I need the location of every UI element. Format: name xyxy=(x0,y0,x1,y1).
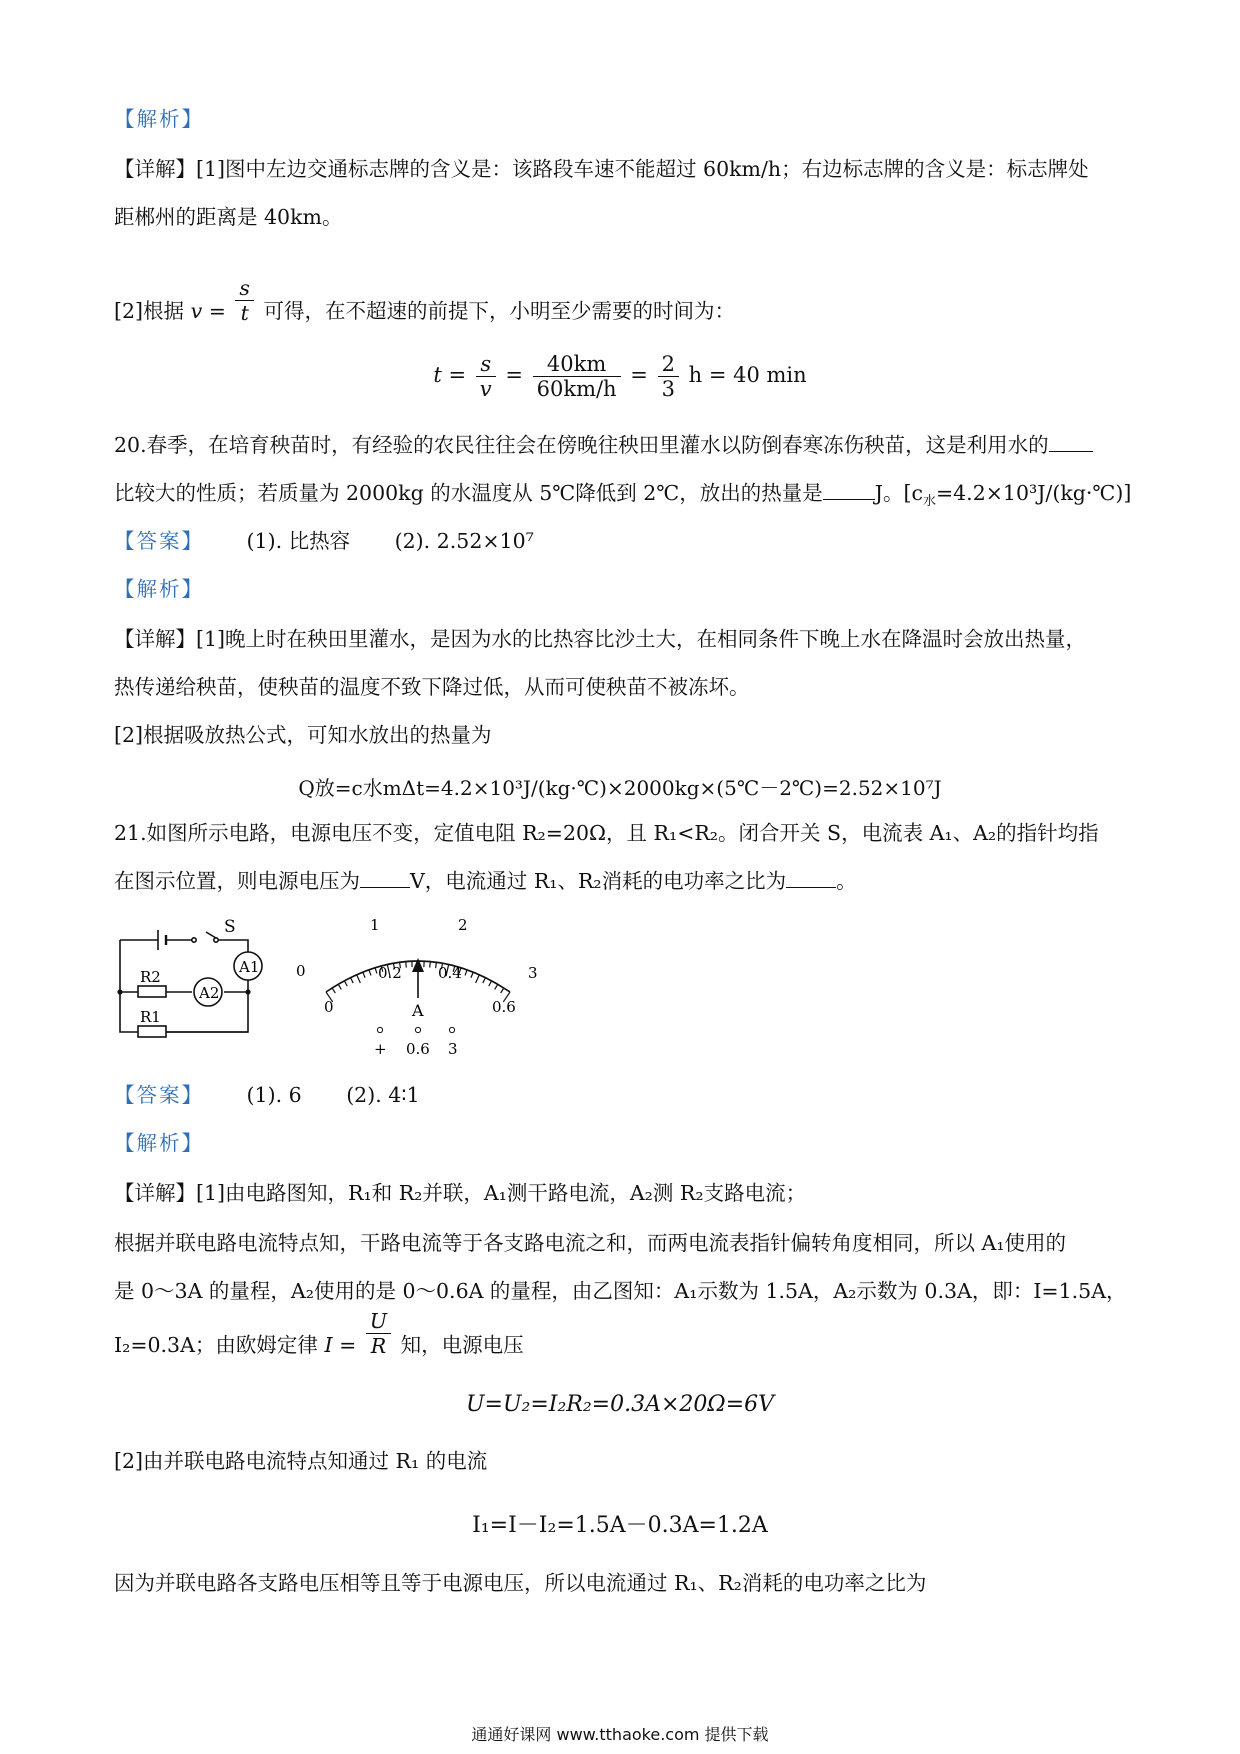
eq-eq1: = xyxy=(448,363,467,387)
r1-label: R1 xyxy=(140,1008,161,1026)
terminal-plus xyxy=(377,1027,382,1032)
q19-detail-p1 xyxy=(114,156,1089,182)
dial-tick xyxy=(489,981,492,986)
outer-label-1: 1 xyxy=(370,916,380,934)
q20-formula: Q放=c水mΔt=4.2×10³J/(kg·℃)×2000kg×(5℃－2℃)=2.52×10⁷J xyxy=(298,776,942,800)
q21-detail-e: [2]由并联电路电流特点知通过 R₁ 的电流 xyxy=(114,1449,488,1473)
q20-stem-b-end: =4.2×10³J/(kg·℃)] xyxy=(935,481,1132,505)
q21-blank-2 xyxy=(786,869,836,888)
terminal-plus-label: + xyxy=(374,1040,387,1058)
q21-detail-a xyxy=(114,1180,806,1206)
eq-frac-km xyxy=(533,352,621,401)
q20-stem-b-text: 比较大的性质；若质量为 2000kg 的水温度从 5℃降低到 2℃，放出的热量是 xyxy=(114,481,823,505)
switch-label: S xyxy=(224,918,236,937)
q21-answer-2: (2). 4∶1 xyxy=(346,1083,420,1107)
eq-frac-sv xyxy=(476,352,496,401)
q19-p2-eq: = xyxy=(208,299,226,323)
q19-detail-p2 xyxy=(114,276,735,325)
q20-answer-tag: 【答案】 xyxy=(114,529,204,553)
q21-answer-1: (1). 6 xyxy=(246,1083,302,1107)
eq-num: 40km xyxy=(533,352,621,377)
outer-label-0: 0 xyxy=(296,962,306,980)
q20-stem-b xyxy=(114,480,1131,515)
dial-tick xyxy=(501,988,504,993)
dial-tick xyxy=(495,984,498,989)
dial-tick xyxy=(351,978,354,983)
terminal-06-label: 0.6 xyxy=(406,1040,430,1058)
q20-stem-a-text: 20.春季，在培育秧苗时，有经验的农民往往会在傍晚往秧田里灌水以防倒春寒冻伤秧苗，这是利用水的 xyxy=(114,433,1049,457)
q20-detail-b: 热传递给秧苗，使秧苗的温度不致下降过低，从而可使秧苗不被冻坏。 xyxy=(114,675,750,699)
q19-p2-lead: [2]根据 xyxy=(114,299,185,323)
q21-detail-d-tail: 知，电源电压 xyxy=(400,1333,524,1357)
q21-stem-b-text: 在图示位置，则电源电压为 xyxy=(114,869,360,893)
eq-s: s xyxy=(480,352,492,376)
q21-detail-f: 因为并联电路各支路电压相等且等于电源电压，所以电流通过 R₁、R₂消耗的电功率之比为 xyxy=(114,1571,927,1595)
junction-right xyxy=(245,989,250,994)
dial-tick xyxy=(483,978,486,983)
pointer-head xyxy=(412,958,424,972)
resistor-r2 xyxy=(138,986,166,997)
q21-stem-b-end: 。 xyxy=(836,869,857,893)
q19-detail-tag: 【详解】 xyxy=(114,157,196,181)
q21-detail-a-text: [1]由电路图知，R₁和 R₂并联，A₁测干路电流，A₂测 R₂支路电流； xyxy=(196,1181,807,1205)
unit-label: A xyxy=(412,1001,424,1020)
inner-label-06: 0.6 xyxy=(492,998,516,1016)
q21-answer-tag: 【答案】 xyxy=(114,1083,204,1107)
q21-stem-a: 21.如图所示电路，电源电压不变，定值电阻 R₂=20Ω，且 R₁<R₂。闭合开关 S，电流表 A₁、A₂的指针均指 xyxy=(114,821,1099,845)
q21-ohm-R: R xyxy=(370,1334,387,1358)
q21-ohm-U: U xyxy=(369,1309,388,1333)
outer-label-3: 3 xyxy=(528,964,538,982)
dial-tick xyxy=(430,962,431,968)
eq-eq2: = xyxy=(505,363,523,387)
q20-stem-b-sub: 水 xyxy=(922,494,936,510)
q20-blank-1 xyxy=(1049,433,1093,452)
dial-tick xyxy=(406,962,407,968)
dial-tick xyxy=(375,968,377,974)
ammeter-dial xyxy=(288,912,548,1062)
q21-blank-1 xyxy=(360,869,410,888)
q21-detail-d-eq: = xyxy=(339,1333,357,1357)
q21-detail-d-I: I xyxy=(324,1333,333,1357)
q20-stem-b-tail: J。[c xyxy=(874,481,923,505)
q20-jiexi-tag: 【解析】 xyxy=(114,577,204,601)
inner-label-0: 0 xyxy=(324,998,334,1016)
eq-den: 60km/h xyxy=(536,377,617,401)
dial-tick xyxy=(338,984,341,989)
resistor-r1 xyxy=(138,1026,166,1037)
q21-detail-c: 是 0～3A 的量程，A₂使用的是 0～0.6A 的量程，由乙图知：A₁示数为 1.5A，A₂示数为 0.3A，即：I=1.5A， xyxy=(114,1279,1127,1303)
q20-answer-2: (2). 2.52×10⁷ xyxy=(394,529,534,553)
dial-tick xyxy=(369,970,371,976)
dial-tick xyxy=(363,972,365,978)
q21-stem-b xyxy=(114,868,857,894)
junction-left xyxy=(117,989,122,994)
a1-label: A1 xyxy=(239,958,260,976)
switch-pivot xyxy=(192,938,196,942)
r2-label: R2 xyxy=(140,968,161,986)
terminal-3-label: 3 xyxy=(448,1040,458,1058)
inner-label-02: 0.2 xyxy=(378,964,402,982)
q19-detail-p1-a: [1]图中左边交通标志牌的含义是：该路段车速不能超过 60km/h；右边标志牌的含义是：标志牌处 xyxy=(196,157,1089,181)
q21-formula-u: U=U₂=I₂R₂=0.3A×20Ω=6V xyxy=(466,1392,774,1417)
q21-stem-b-mid: V，电流通过 R₁、R₂消耗的电功率之比为 xyxy=(410,869,787,893)
q20-detail-tag: 【详解】 xyxy=(114,627,196,651)
q19-detail-p1-b: 距郴州的距离是 40km。 xyxy=(114,205,343,229)
q20-detail-a-text: [1]晚上时在秧田里灌水，是因为水的比热容比沙土大，在相同条件下晚上水在降温时会放出热量， xyxy=(196,627,1087,651)
dial-tick xyxy=(436,962,437,968)
eq-two: 2 xyxy=(658,352,679,377)
eq-three: 3 xyxy=(661,377,675,401)
q20-detail-c: [2]根据吸放热公式，可知水放出的热量为 xyxy=(114,723,492,747)
q21-formula-i: I₁=I－I₂=1.5A－0.3A=1.2A xyxy=(472,1513,768,1538)
circuit-diagram xyxy=(110,918,270,1048)
q19-p2-s: s xyxy=(239,276,250,300)
q21-detail-d xyxy=(114,1309,524,1360)
q20-stem-a xyxy=(114,432,1093,458)
dial-tick xyxy=(357,975,361,983)
q21-jiexi-tag: 【解析】 xyxy=(114,1131,204,1155)
q19-p2-v: v xyxy=(190,299,203,323)
eq-t: t xyxy=(433,363,442,387)
q19-time-equation xyxy=(0,352,1240,401)
q21-detail-b: 根据并联电路电流特点知，干路电流等于各支路电流之和，而两电流表指针偏转角度相同，所以 A₁使用的 xyxy=(114,1231,1067,1255)
q19-p2-fraction xyxy=(235,276,254,325)
outer-label-2: 2 xyxy=(458,916,468,934)
q20-detail-a xyxy=(114,626,1086,652)
eq-tail: h = 40 min xyxy=(688,363,807,387)
inner-label-04: 0.4 xyxy=(438,964,462,982)
terminal-06 xyxy=(415,1027,420,1032)
a2-label: A2 xyxy=(199,984,220,1002)
q19-p2-tail: 可得，在不超速的前提下，小明至少需要的时间为： xyxy=(263,299,735,323)
page-footer: 通通好课网 www.tthaoke.com 提供下载 xyxy=(471,1725,769,1744)
q21-detail-d-lead: I₂=0.3A；由欧姆定律 xyxy=(114,1333,318,1357)
dial-tick xyxy=(476,975,480,983)
dial-tick xyxy=(344,981,347,986)
dial-tick xyxy=(332,988,335,993)
dial-tick xyxy=(465,970,467,976)
terminal-3 xyxy=(449,1027,454,1032)
q20-blank-2 xyxy=(823,481,875,500)
eq-frac-23 xyxy=(658,352,679,401)
dial-tick xyxy=(471,972,473,978)
q21-detail-tag: 【详解】 xyxy=(114,1181,196,1205)
q19-jiexi-tag: 【解析】 xyxy=(114,107,204,131)
q21-answer xyxy=(114,1082,420,1108)
switch-contact xyxy=(214,938,218,942)
q21-ohm-fraction xyxy=(366,1309,391,1358)
q20-answer xyxy=(114,528,534,554)
q20-answer-1: (1). 比热容 xyxy=(246,529,351,553)
eq-v: v xyxy=(479,377,492,401)
eq-eq3: = xyxy=(630,363,648,387)
q19-p2-t: t xyxy=(240,301,249,325)
